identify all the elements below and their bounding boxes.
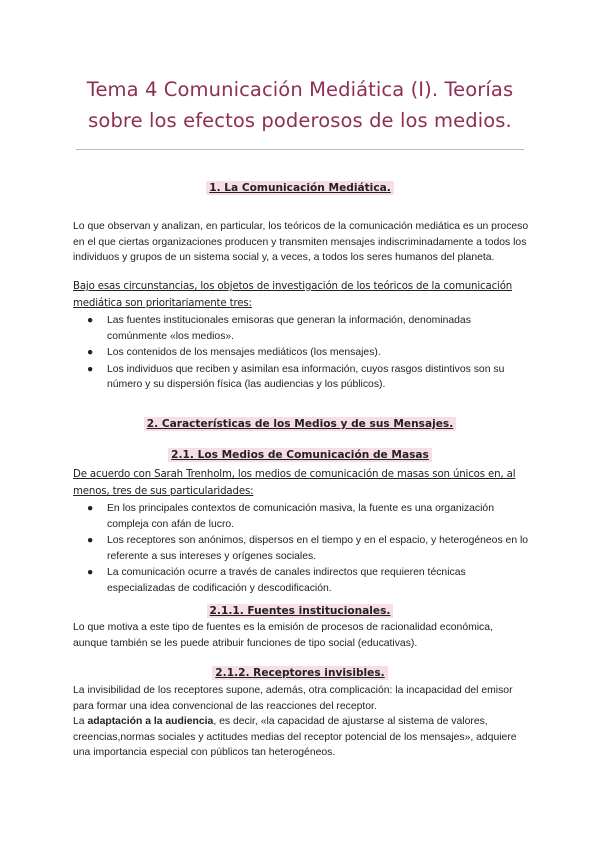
title-divider [76,149,524,150]
section-1-intro: Lo que observan y analizan, en particular, los teóricos de la comunicación mediática es un proceso en el que ciertas organizaciones producen y transmiten mensajes indiscriminadamente a todos los individuos y grupos de un sistema social y, a veces, a todos los seres humanos del planeta. [73,221,529,263]
bullet-icon: ● [87,503,94,514]
title-line-1: Tema 4 Comunicación Mediática (I). Teorías [86,78,514,101]
section-2-1-2-para-1: La invisibilidad de los receptores supone, además, otra complicación: la incapacidad del emisor para formar una idea convencional de las reacciones del receptor. [73,685,513,712]
list-item: ● La comunicación ocurre a través de canales indirectos que requieren técnicas especializadas de codificación y descodificación. [87,567,466,594]
section-1-objects-intro: Bajo esas circunstancias, los objetos de investigación de los teóricos de la comunicación mediática son prioritariamente tres: [73,281,513,309]
bullet-icon: ● [87,347,94,358]
bullet-icon: ● [87,315,94,326]
bullet-icon: ● [87,535,94,546]
section-2-1-bullet-list [73,501,529,597]
list-item: ● Los individuos que reciben y asimilan esa información, cuyos rasgos distintivos son su número y su dispersión física (las audiencias y los públicos). [87,363,505,390]
section-2-1-2-text [73,683,529,761]
list-item: ● Los receptores son anónimos, dispersos en el tiempo y en el espacio, y heterogéneos en lo referente a sus intereses y orígenes sociales. [87,535,529,562]
section-2-1-1-heading: 2.1.1. Fuentes institucionales. [0,605,600,617]
section-2-1-heading: 2.1. Los Medios de Comunicación de Masas [0,449,600,461]
section-2-1-1-text: Lo que motiva a este tipo de fuentes es la emisión de procesos de racionalidad económica, aunque también se les puede atribuir funciones de tipo social (educativas). [73,622,493,649]
bullet-icon: ● [87,567,94,578]
title-line-2: sobre los efectos poderosos de los medios. [88,109,512,132]
section-1-bullet-list [73,313,529,394]
section-2-heading: 2. Características de los Medios y de sus Mensajes. [0,418,600,430]
section-1-heading: 1. La Comunicación Mediática. [0,182,600,194]
audience-adaptation-term: adaptación a la audiencia [87,716,214,727]
list-item: ● En los principales contextos de comunicación masiva, la fuente es una organización compleja con afán de lucro. [87,503,494,530]
page-title [70,74,530,136]
section-2-1-2-heading: 2.1.2. Receptores invisibles. [0,667,600,679]
list-item: ● Las fuentes institucionales emisoras que generan la información, denominadas comúnmente «los medios». [87,315,471,342]
section-2-1-2-para-2: La adaptación a la audiencia, es decir, «la capacidad de ajustarse al sistema de valores, creencias,normas sociales y actitudes medias del receptor potencial de los mensajes», adquiere una importancia especial con públicos tan heterogéneos. [73,716,517,758]
list-item: ● Los contenidos de los mensajes mediáticos (los mensajes). [73,345,529,361]
bullet-icon: ● [87,363,94,375]
section-2-1-intro: De acuerdo con Sarah Trenholm, los medios de comunicación de masas son únicos en, al menos, tres de sus particularidades: [73,469,516,497]
